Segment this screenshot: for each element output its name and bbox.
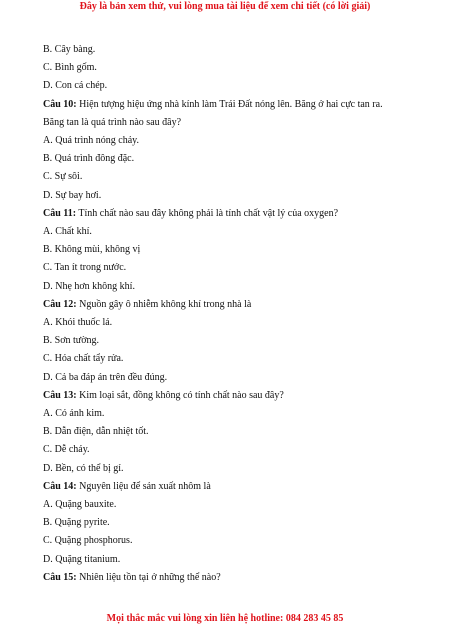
question-line xyxy=(43,296,423,314)
answer-option: C. Quặng phosphorus. xyxy=(43,535,133,547)
question-text: Nhiên liệu tồn tại ở những thể nào? xyxy=(76,571,221,583)
answer-option: A. Có ánh kim. xyxy=(43,408,105,420)
answer-option: B. Cây bàng. xyxy=(43,44,96,55)
question-text-continuation: Băng tan là quá trình nào sau đây? xyxy=(43,116,182,128)
question-line xyxy=(43,96,423,114)
document-body xyxy=(43,41,423,587)
question-text: Tính chất nào sau đây không phải là tính chất vật lý của oxygen? xyxy=(76,207,339,219)
question-number: Câu 10: xyxy=(43,98,77,110)
question-text: Nguồn gây ô nhiễm không khí trong nhà là xyxy=(76,298,252,310)
question-line xyxy=(43,387,423,405)
answer-option: C. Hóa chất tẩy rửa. xyxy=(43,353,124,365)
answer-option: C. Sự sôi. xyxy=(43,171,83,183)
answer-option: A. Khói thuốc lá. xyxy=(43,317,113,329)
question-text: Nguyên liệu để sản xuất nhôm là xyxy=(76,480,211,492)
answer-option: D. Con cá chép. xyxy=(43,80,108,92)
question-number: Câu 12: xyxy=(43,298,77,310)
answer-option: B. Dẫn điện, dẫn nhiệt tốt. xyxy=(43,426,149,438)
question-text: Kim loại sắt, đồng không có tính chất nào sau đây? xyxy=(76,389,284,401)
answer-option: B. Quá trình đông đặc. xyxy=(43,153,135,165)
answer-option: D. Sự bay hơi. xyxy=(43,189,102,201)
preview-notice-banner: Đây là bản xem thử, vui lòng mua tài liệu để xem chi tiết (có lời giải) xyxy=(79,1,371,12)
answer-option: A. Chất khí. xyxy=(43,226,92,238)
answer-option: C. Dễ cháy. xyxy=(43,444,90,456)
answer-option: D. Quặng titanium. xyxy=(43,553,121,565)
question-line xyxy=(43,205,423,223)
answer-option: B. Quặng pyrite. xyxy=(43,517,110,529)
answer-option: A. Quặng bauxite. xyxy=(43,499,117,511)
question-line xyxy=(43,569,423,587)
hotline-footer-banner: Mọi thắc mắc vui lòng xin liên hệ hotline: 084 283 45 85 xyxy=(106,613,344,624)
answer-option: C. Bình gốm. xyxy=(43,62,97,74)
question-text: Hiện tượng hiệu ứng nhà kính làm Trái Đất nóng lên. Băng ở hai cực tan ra. xyxy=(76,98,383,110)
question-line xyxy=(43,478,423,496)
answer-option: A. Quá trình nóng chảy. xyxy=(43,135,139,147)
answer-option: D. Cả ba đáp án trên đều đúng. xyxy=(43,371,168,383)
answer-option: C. Tan ít trong nước. xyxy=(43,262,127,274)
question-number: Câu 15: xyxy=(43,571,77,583)
answer-option: D. Nhẹ hơn không khí. xyxy=(43,280,135,292)
question-number: Câu 11: xyxy=(43,207,77,219)
answer-option: B. Không mùi, không vị xyxy=(43,244,141,256)
question-number: Câu 14: xyxy=(43,480,77,492)
question-number: Câu 13: xyxy=(43,389,77,401)
answer-option: D. Bền, có thể bị gỉ. xyxy=(43,462,124,474)
answer-option: B. Sơn tường. xyxy=(43,335,100,347)
